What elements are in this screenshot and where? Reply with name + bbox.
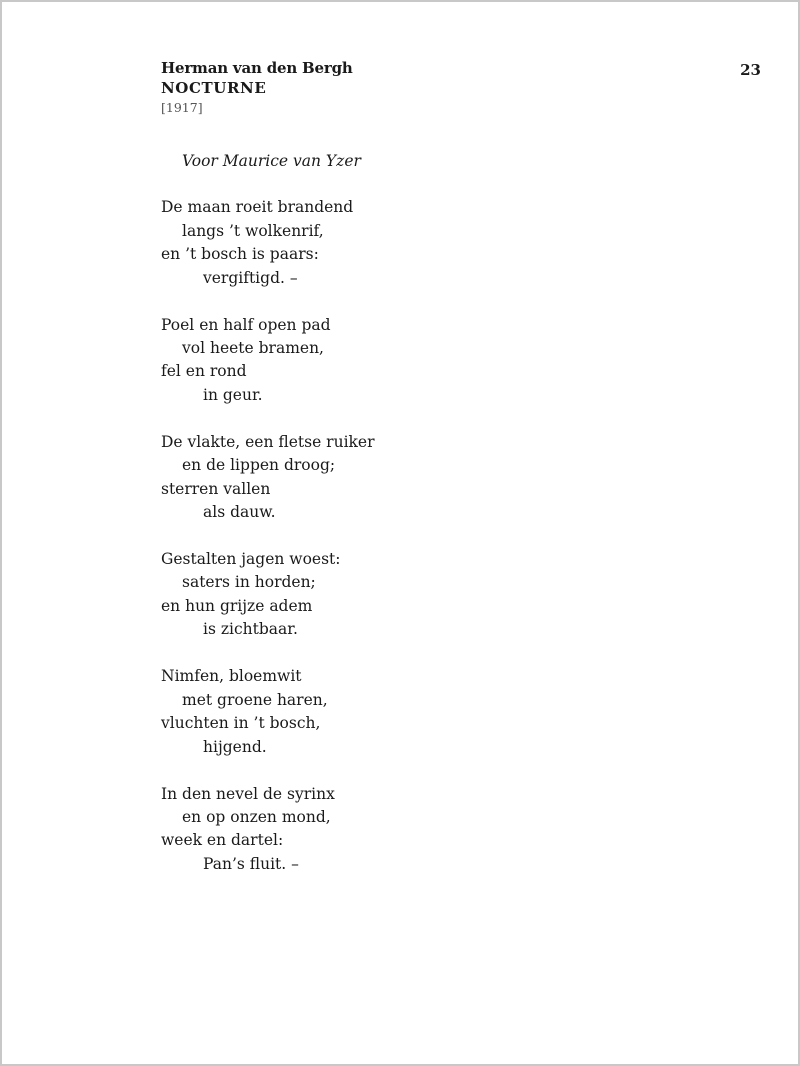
poem-year: [1917] [161,100,203,115]
poem-line: week en dartel: [161,831,284,850]
poem-line: vluchten in ’t bosch, [161,714,321,733]
page-number: 23 [740,61,761,79]
stanza [161,314,375,408]
poem-line: Nimfen, bloemwit [161,667,302,686]
stanza [161,665,375,759]
poem-line: vol heete bramen, [182,339,324,358]
poem-line: Poel en half open pad [161,315,331,334]
dedication: Voor Maurice van Yzer [182,152,361,170]
poem-line: De vlakte, een fletse ruiker [161,432,375,451]
page-header [161,58,763,117]
poem-line: langs ’t wolkenrif, [182,221,324,240]
poem-body [161,150,375,900]
poem-line: vergiftigd. – [203,268,298,287]
poem-line: en hun grijze adem [161,596,313,615]
stanza [161,431,375,525]
poem-line: hijgend. [203,737,267,756]
poem-title: NOCTURNE [161,79,267,97]
poem-line: Pan’s fluit. – [203,854,299,873]
poem-line: fel en rond [161,362,247,381]
poem-line: saters in horden; [182,573,316,592]
poem-line: in geur. [203,385,263,404]
poem-line: en op onzen mond, [182,807,331,826]
poem-line: met groene haren, [182,690,328,709]
poem-line: In den nevel de syrinx [161,784,335,803]
stanza [161,548,375,642]
poem-line: Gestalten jagen woest: [161,550,341,569]
poem-line: is zichtbaar. [203,620,298,639]
poem-line: en de lippen droog; [182,456,336,475]
poem-line: sterren vallen [161,479,271,498]
stanza [161,783,375,877]
author-name: Herman van den Bergh [161,59,353,77]
stanza [161,196,375,290]
poem-line: en ’t bosch is paars: [161,245,319,264]
poem-line: De maan roeit brandend [161,198,354,217]
poem-line: als dauw. [203,503,276,522]
